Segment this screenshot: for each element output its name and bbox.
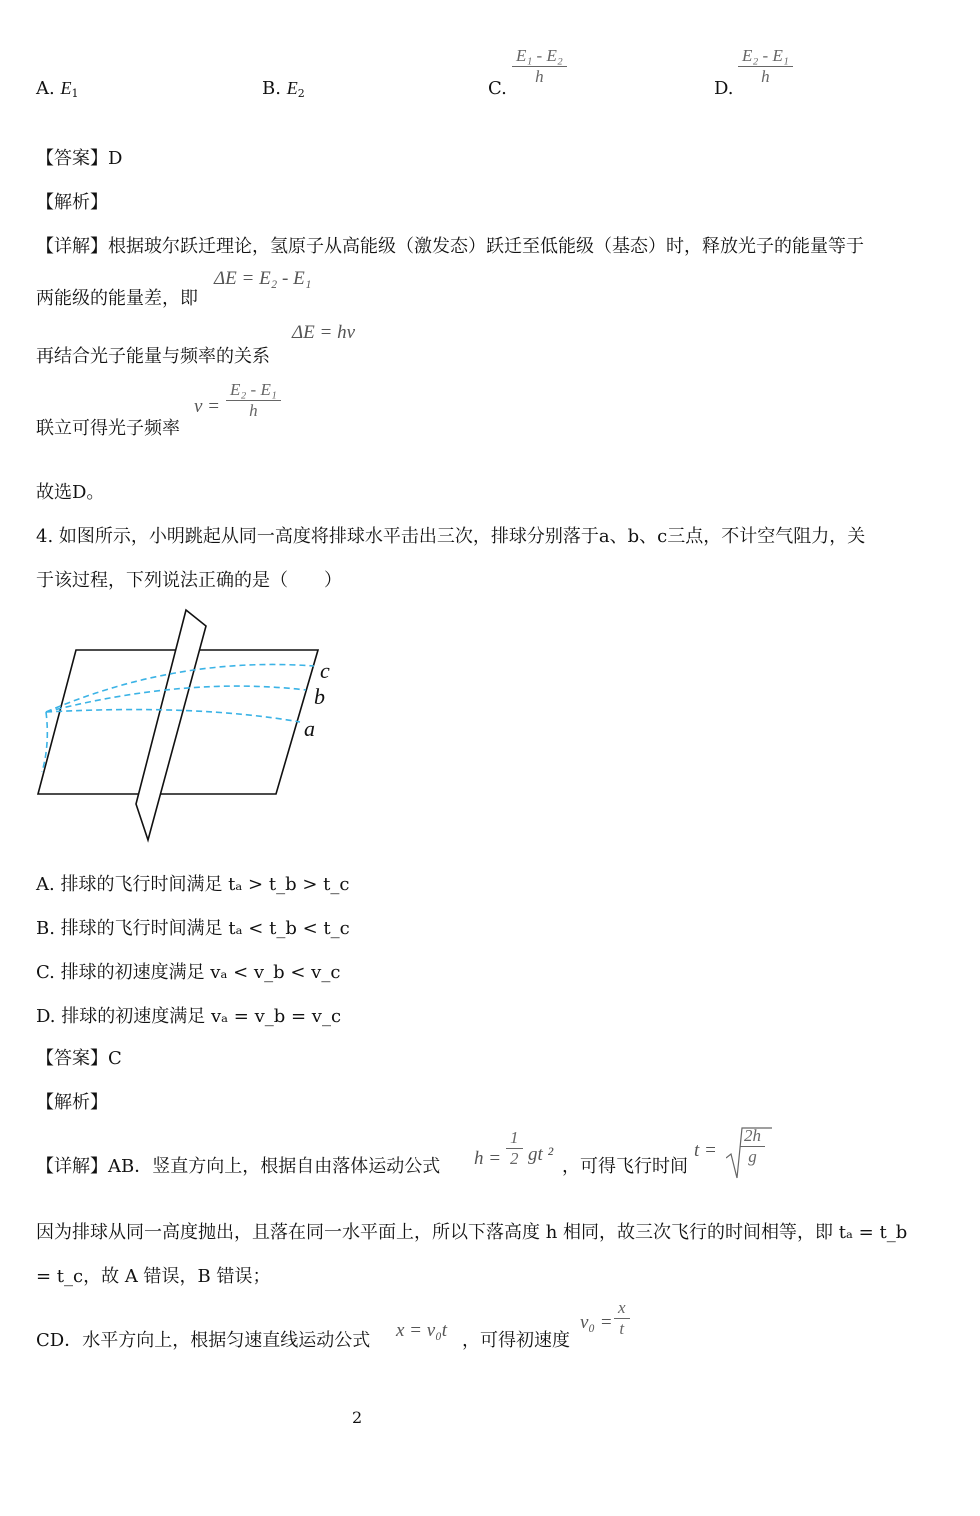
q4-eq-t-lhs: t =: [694, 1140, 717, 1161]
q4-line-3: = t_c，故 A 错误，B 错误；: [36, 1266, 271, 1287]
option-a: A. $E_1$: [36, 78, 79, 100]
q4-option-d: D. 排球的初速度满足 vₐ = v_b = v_c: [36, 1006, 342, 1027]
option-b: B. $E_2$: [262, 78, 305, 100]
option-c-label: C.: [488, 78, 507, 99]
q4-eq-v-lhs: v₀ =: [580, 1312, 613, 1333]
label-a: a: [304, 716, 315, 741]
q3-detail-1: 【详解】根据玻尔跃迁理论，氢原子从高能级（激发态）跃迁至低能级（基态）时，释放光子的能量等于: [36, 236, 864, 257]
volleyball-figure: [36, 604, 356, 844]
q4-eq-v-fraction: x t: [614, 1298, 630, 1339]
q4-option-a: A. 排球的飞行时间满足 tₐ > t_b > t_c: [36, 874, 350, 895]
q4-detail-cd-2: ，可得初速度: [462, 1330, 570, 1351]
q4-stem-line-1: 4. 如图所示，小明跳起从同一高度将排球水平击出三次，排球分别落于a、b、c三点，不计空气阻力，关: [36, 526, 866, 547]
q4-line-2: 因为排球从同一高度抛出，且落在同一水平面上，所以下落高度 h 相同，故三次飞行的时间相等，即 tₐ = t_b: [36, 1222, 908, 1243]
q3-detail-3: 再结合光子能量与频率的关系: [36, 346, 270, 367]
page-number: 2: [352, 1408, 363, 1427]
q4-option-c: C. 排球的初速度满足 vₐ < v_b < v_c: [36, 962, 341, 983]
q4-detail-ab: 【详解】AB．竖直方向上，根据自由落体运动公式: [36, 1156, 441, 1177]
q3-eq1: ΔE = E₂ - E₁: [214, 268, 312, 289]
q4-eq-h-rhs: gt ²: [528, 1144, 554, 1165]
q4-eq-h-lhs: h =: [474, 1148, 502, 1169]
label-b: b: [314, 684, 325, 709]
q3-eq3-fraction: E₂ - E₁ h: [226, 380, 281, 421]
q4-detail-cd: CD．水平方向上，根据匀速直线运动公式: [36, 1330, 371, 1351]
q4-detail-ab-2: ，可得飞行时间: [562, 1156, 688, 1177]
q4-eq-x: x = v₀t: [396, 1320, 448, 1341]
q4-eq-t-sqrt: 2h g: [726, 1124, 774, 1182]
q4-answer: 【答案】C: [36, 1048, 122, 1069]
q3-conclusion: 故选D。: [36, 482, 105, 503]
q3-answer: 【答案】D: [36, 148, 123, 169]
label-c: c: [320, 658, 330, 683]
option-d-label: D.: [714, 78, 734, 99]
net-plane: [136, 610, 206, 840]
q3-detail-4: 联立可得光子频率: [36, 418, 180, 439]
q3-eq2: ΔE = hν: [292, 322, 356, 343]
option-d-fraction: E₂ - E₁ h: [738, 46, 793, 87]
q3-detail-2: 两能级的能量差，即: [36, 288, 198, 309]
q4-option-b: B. 排球的飞行时间满足 tₐ < t_b < t_c: [36, 918, 350, 939]
option-c-fraction: E₁ - E₂ h: [512, 46, 567, 87]
q4-stem-line-2: 于该过程，下列说法正确的是（ ）: [36, 570, 342, 591]
q3-analysis: 【解析】: [36, 192, 108, 213]
q3-eq3-lhs: ν =: [194, 396, 221, 417]
q4-analysis: 【解析】: [36, 1092, 108, 1113]
q4-eq-h-fraction: 1 2: [506, 1128, 523, 1169]
